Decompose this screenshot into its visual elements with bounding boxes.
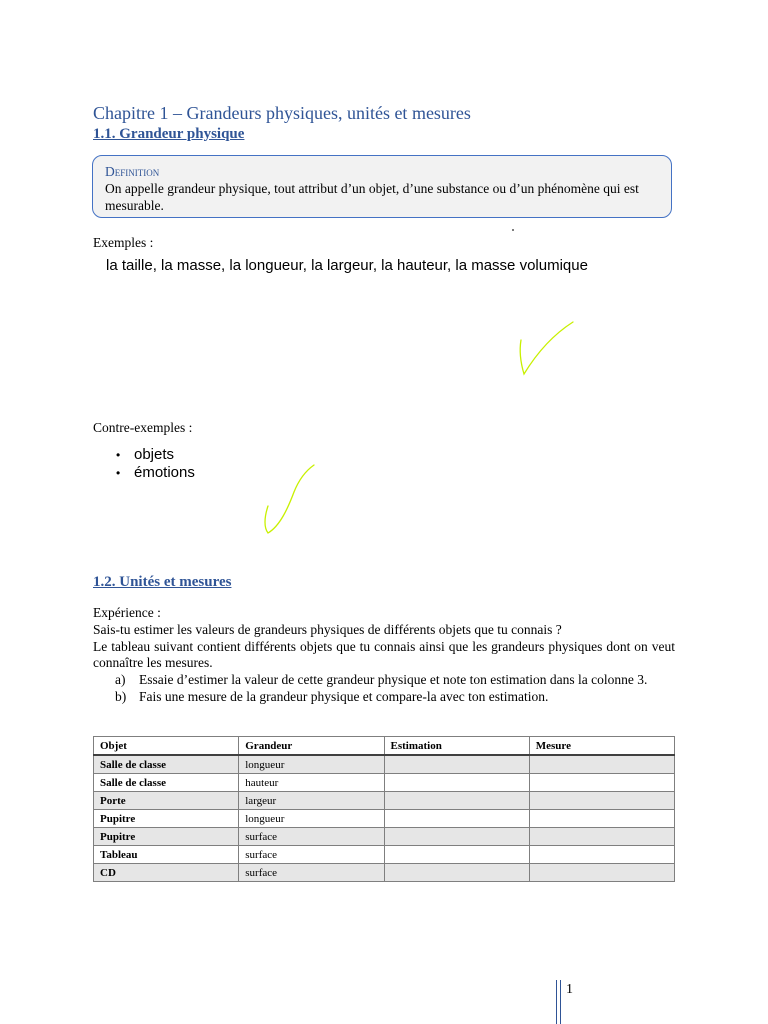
- bullet-icon: •: [116, 466, 121, 480]
- column-header-estimation: Estimation: [384, 737, 529, 756]
- page-number-rule: [556, 980, 561, 1024]
- cell-mesure[interactable]: [529, 810, 674, 828]
- check-mark-icon: [258, 462, 320, 538]
- cell-objet: Porte: [94, 792, 239, 810]
- contre-exemples-list: [116, 446, 195, 482]
- bullet-icon: •: [116, 448, 121, 462]
- cell-objet: CD: [94, 864, 239, 882]
- page-number: 1: [566, 982, 573, 997]
- experience-line-1: Sais-tu estimer les valeurs de grandeurs physiques de différents objets que tu connais ?: [93, 621, 562, 637]
- column-header-objet: Objet: [94, 737, 239, 756]
- column-header-grandeur: Grandeur: [239, 737, 384, 756]
- table-row: [94, 864, 675, 882]
- definition-heading: Definition: [105, 164, 160, 179]
- steps-list: [93, 672, 675, 706]
- section-title-grandeur: 1.1. Grandeur physique: [93, 126, 245, 142]
- exemples-answer: la taille, la masse, la longueur, la largeur, la hauteur, la masse volumique: [106, 257, 588, 274]
- cell-estimation[interactable]: [384, 792, 529, 810]
- cell-objet: Pupitre: [94, 810, 239, 828]
- experience-label: Expérience :: [93, 605, 161, 620]
- cell-grandeur: surface: [239, 864, 384, 882]
- table-row: [94, 774, 675, 792]
- cell-objet: Salle de classe: [94, 755, 239, 774]
- cell-estimation[interactable]: [384, 810, 529, 828]
- experience-block: [93, 605, 675, 706]
- cell-objet: Tableau: [94, 846, 239, 864]
- section-title-unites: 1.2. Unités et mesures: [93, 574, 232, 590]
- exemples-label: Exemples :: [93, 235, 154, 250]
- definition-box: [92, 155, 672, 218]
- stray-dot: [512, 229, 514, 231]
- list-item: b) Fais une mesure de la grandeur physique et compare-la avec ton estimation.: [115, 688, 549, 704]
- check-mark-icon: [515, 318, 579, 380]
- cell-grandeur: longueur: [239, 755, 384, 774]
- definition-text: On appelle grandeur physique, tout attribut d’un objet, d’une substance ou d’un phénomène qui est mesurable.: [105, 181, 639, 213]
- cell-estimation[interactable]: [384, 755, 529, 774]
- cell-estimation[interactable]: [384, 864, 529, 882]
- cell-objet: Pupitre: [94, 828, 239, 846]
- cell-grandeur: longueur: [239, 810, 384, 828]
- chapter-title: Chapitre 1 – Grandeurs physiques, unités et mesures: [93, 103, 471, 123]
- contre-exemples-label: Contre-exemples :: [93, 420, 193, 435]
- cell-mesure[interactable]: [529, 755, 674, 774]
- list-item: a) Essaie d’estimer la valeur de cette grandeur physique et note ton estimation dans la colonne 3.: [115, 672, 648, 688]
- table-row: [94, 792, 675, 810]
- cell-mesure[interactable]: [529, 792, 674, 810]
- table-header-row: [94, 737, 675, 756]
- cell-grandeur: surface: [239, 828, 384, 846]
- list-item: • émotions: [116, 464, 195, 481]
- table-row: [94, 755, 675, 774]
- table-row: [94, 846, 675, 864]
- measurement-table: [93, 736, 675, 882]
- table-row: [94, 810, 675, 828]
- list-item: • objets: [116, 446, 175, 463]
- cell-mesure[interactable]: [529, 864, 674, 882]
- table-row: [94, 828, 675, 846]
- cell-mesure[interactable]: [529, 846, 674, 864]
- experience-line-2: Le tableau suivant contient différents objets que tu connais ainsi que les grandeurs physiques dont on veut connaître les mesures.: [93, 638, 675, 671]
- cell-estimation[interactable]: [384, 774, 529, 792]
- cell-grandeur: largeur: [239, 792, 384, 810]
- cell-mesure[interactable]: [529, 828, 674, 846]
- cell-estimation[interactable]: [384, 846, 529, 864]
- cell-grandeur: surface: [239, 846, 384, 864]
- cell-estimation[interactable]: [384, 828, 529, 846]
- cell-objet: Salle de classe: [94, 774, 239, 792]
- column-header-mesure: Mesure: [529, 737, 674, 756]
- cell-grandeur: hauteur: [239, 774, 384, 792]
- cell-mesure[interactable]: [529, 774, 674, 792]
